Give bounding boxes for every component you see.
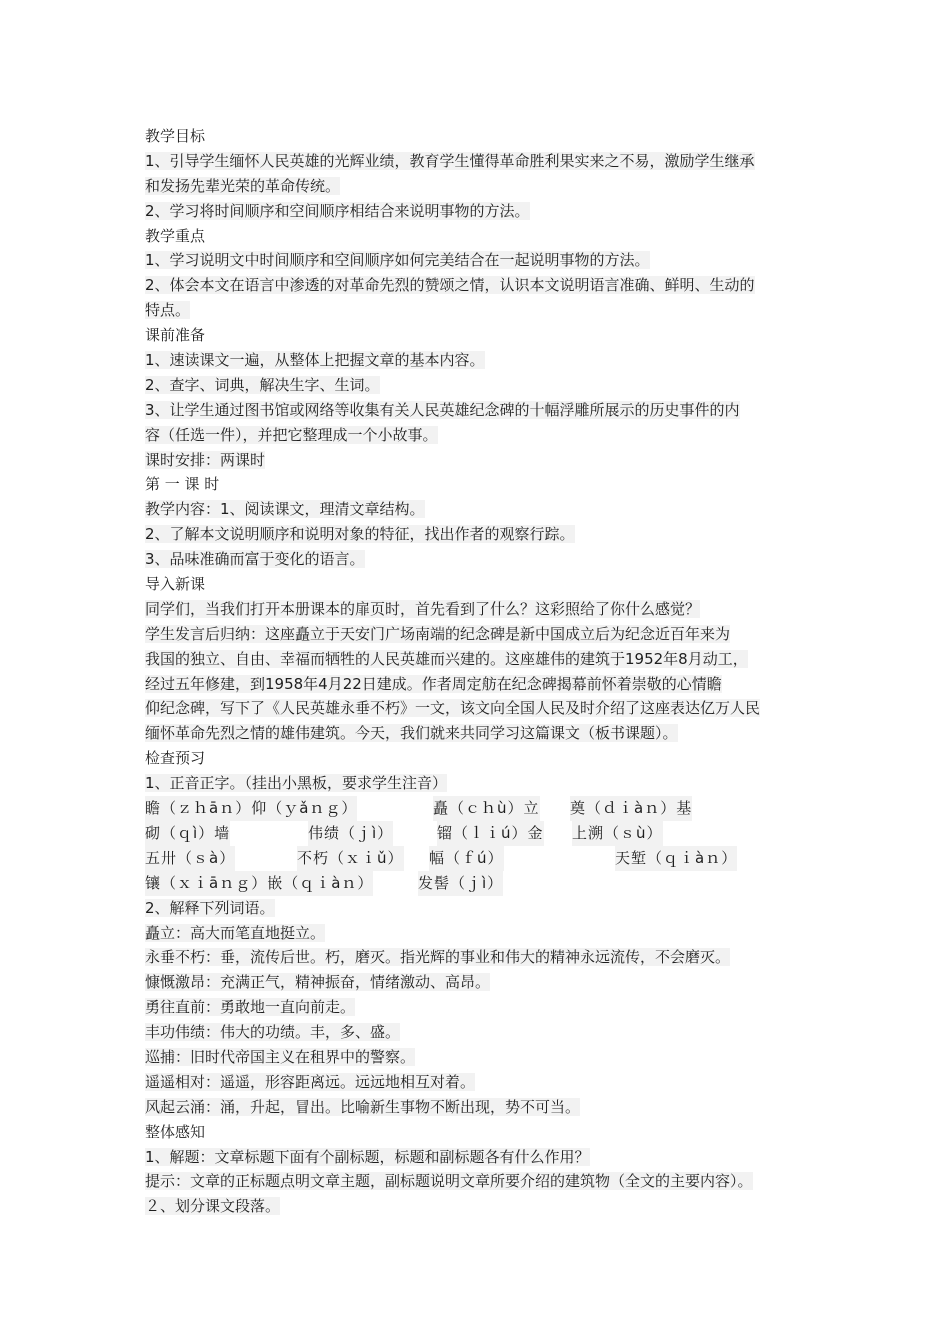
text-run: 1、正音正字。（挂出小黑板，要求学生注音） [145,774,448,793]
text-run: 遥遥相对：遥遥，形容距离远。远远地相互对着。 [145,1072,476,1091]
text-run: 2、查字、词典，解决生字、生词。 [145,375,380,394]
heading-first-lesson: 第 一 课 时 [145,475,220,494]
pinyin-row [145,846,810,871]
text-run: 经过五年修建，到1958年4月22日建成。作者周定舫在纪念碑揭幕前怀着崇敬的心情瞻 [145,674,722,693]
text-run: 2、了解本文说明顺序和说明对象的特征，找出作者的观察行踪。 [145,525,575,544]
text-line [145,497,810,522]
heading-preparation: 课前准备 [145,326,206,345]
lesson-plan-document [145,124,810,1219]
pinyin-term: 镶（ｘｉāｎｇ）嵌（ｑｉàｎ） [145,871,373,896]
text-run: 1、速读课文一遍，从整体上把握文章的基本内容。 [145,351,485,370]
text-run: 1、解题：文章标题下面有个副标题，标题和副标题各有什么作用？ [145,1147,590,1166]
pinyin-row [145,796,810,821]
text-run: 提示：文章的正标题点明文章主题，副标题说明文章所要介绍的建筑物（全文的主要内容）。 [145,1172,753,1191]
text-run: 勇往直前：勇敢地一直向前走。 [145,998,356,1017]
pinyin-term: 伟绩（ｊì） [308,821,393,846]
text-line [145,423,810,448]
text-line [145,597,810,622]
pinyin-term: 发髻（ｊì） [418,871,503,896]
text-run: 特点。 [145,301,191,320]
heading-preview-check: 检查预习 [145,749,206,768]
heading-introduction: 导入新课 [145,575,206,594]
vocab-line [145,1045,810,1070]
vocab-line [145,995,810,1020]
text-run: 同学们，当我们打开本册课本的扉页时，首先看到了什么？这彩照给了你什么感觉？ [145,599,701,618]
text-line [145,522,810,547]
text-line [145,896,810,921]
text-run: 我国的独立、自由、幸福而牺牲的人民英雄而兴建的。这座雄伟的建筑于1952年8月动工， [145,649,748,668]
pinyin-term: 矗（ｃｈù）立 [433,796,540,821]
text-line [145,273,810,298]
text-run: 教学内容：1、阅读课文，理清文章结构。 [145,500,425,519]
text-run: 2、学习将时间顺序和空间顺序相结合来说明事物的方法。 [145,201,530,220]
text-line [145,721,810,746]
text-run: 2、解释下列词语。 [145,898,275,917]
pinyin-term: 砌（ｑì）墙 [145,821,230,846]
vocab-line [145,945,810,970]
text-line [145,1169,810,1194]
text-line [145,1194,810,1219]
pinyin-row [145,871,810,896]
schedule-line [145,448,810,473]
pinyin-term: 上溯（ｓù） [572,821,663,846]
vocab-line [145,1095,810,1120]
text-line [145,298,810,323]
text-line [145,672,810,697]
text-run: 课时安排：两课时 [145,450,266,469]
text-line [145,647,810,672]
text-line [145,1145,810,1170]
text-run: 缅怀革命先烈之情的雄伟建筑。今天，我们就来共同学习这篇课文（板书课题）。 [145,724,678,743]
text-line [145,149,810,174]
text-run: 风起云涌：涌，升起，冒出。比喻新生事物不断出现，势不可当。 [145,1097,581,1116]
text-run: 巡捕：旧时代帝国主义在租界中的警察。 [145,1047,416,1066]
text-line [145,174,810,199]
text-line [145,696,810,721]
text-line [145,398,810,423]
vocab-line [145,1070,810,1095]
text-run: 丰功伟绩：伟大的功绩。丰，多、盛。 [145,1023,401,1042]
pinyin-term: 奠（ｄｉàｎ）基 [570,796,692,821]
pinyin-term: 天堑（ｑｉàｎ） [615,846,737,871]
text-line [145,771,810,796]
vocab-line [145,1020,810,1045]
pinyin-term: 不朽（ｘｉǔ） [297,846,404,871]
vocab-line [145,921,810,946]
text-line [145,199,810,224]
text-run: ２、划分课文段落。 [145,1197,281,1216]
text-line [145,248,810,273]
text-line [145,547,810,572]
text-run: 3、品味准确而富于变化的语言。 [145,550,365,569]
pinyin-term: 镏（ｌｉú）金 [437,821,544,846]
vocab-line [145,970,810,995]
text-run: 学生发言后归纳：这座矗立于天安门广场南端的纪念碑是新中国成立后为纪念近百年来为 [145,624,731,643]
pinyin-row [145,821,810,846]
text-run: 慷慨激昂：充满正气，精神振奋，情绪激动、高昂。 [145,973,491,992]
pinyin-term: 幅（ｆú） [429,846,504,871]
heading-teaching-goals: 教学目标 [145,127,206,145]
text-line [145,373,810,398]
text-run: 1、学习说明文中时间顺序和空间顺序如何完美结合在一起说明事物的方法。 [145,251,650,270]
text-run: 容（任选一件），并把它整理成一个小故事。 [145,425,438,444]
heading-key-points: 教学重点 [145,226,206,245]
text-line [145,622,810,647]
text-run: 1、引导学生缅怀人民英雄的光辉业绩，教育学生懂得革命胜利果实来之不易，激励学生继承 [145,151,755,170]
text-run: 永垂不朽：垂，流传后世。朽，磨灭。指光辉的事业和伟大的精神永远流传，不会磨灭。 [145,948,731,967]
pinyin-term: 五卅（ｓà） [145,846,235,871]
pinyin-term: 瞻（ｚｈāｎ）仰（ｙǎｎｇ） [145,796,357,821]
text-run: 仰纪念碑，写下了《人民英雄永垂不朽》一文，该文向全国人民及时介绍了这座表达亿万人民 [145,699,761,718]
text-run: 和发扬先辈光荣的革命传统。 [145,176,341,195]
text-run: 矗立：高大而笔直地挺立。 [145,923,326,942]
text-run: 2、体会本文在语言中渗透的对革命先烈的赞颂之情，认识本文说明语言准确、鲜明、生动的 [145,276,755,295]
text-run: 3、让学生通过图书馆或网络等收集有关人民英雄纪念碑的十幅浮雕所展示的历史事件的内 [145,400,740,419]
heading-overall: 整体感知 [145,1122,206,1141]
text-line [145,348,810,373]
